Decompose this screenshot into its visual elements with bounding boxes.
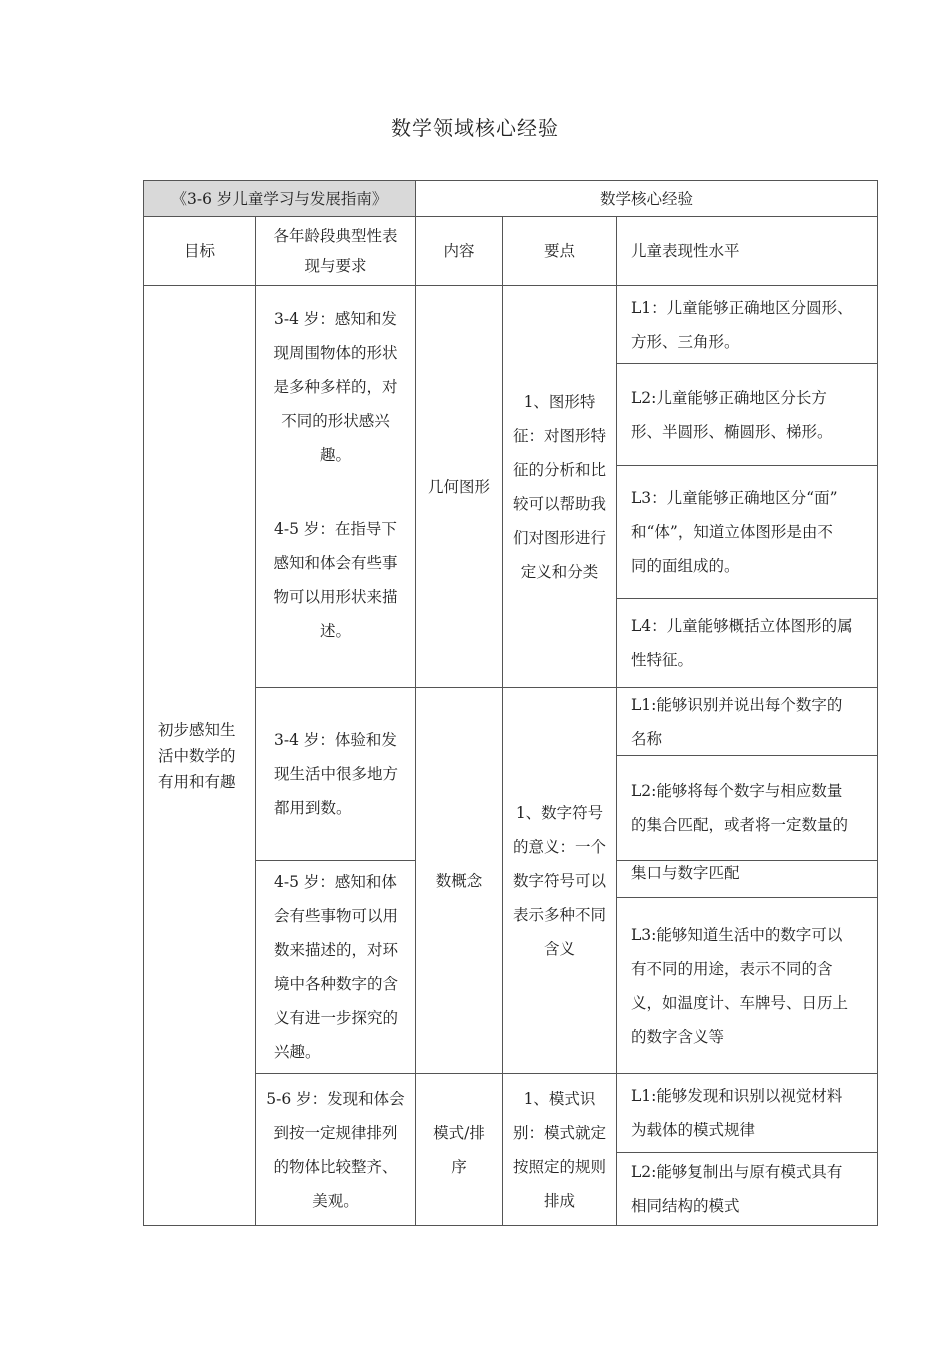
- pattern-point-cell: 1、模式识 别：模式就定 按照定的规则 排成: [512, 1089, 606, 1210]
- column-header-level: 儿童表现性水平: [631, 242, 740, 260]
- column-header-goal: 目标: [183, 242, 215, 260]
- document-title: 数学领域核心经验: [391, 116, 559, 140]
- geometry-age-cell: 3-4 岁：感知和发 现周围物体的形状 是多种多样的，对 不同的形状感兴 趣。 4-5 岁：在指导下 感知和体会有些事 物可以用形状来描 述。: [273, 310, 398, 640]
- geometry-level-l3: L3：儿童能够正确地区分“面” 和“体”，知道立体图形是由不 同的面组成的。: [631, 489, 838, 575]
- pattern-level-l2: L2:能够复制出与原有模式具有 相同结构的模式: [631, 1163, 843, 1215]
- number-level-l2: L2:能够将每个数字与相应数量 的集合匹配，或者将一定数量的: [631, 782, 849, 834]
- number-point-cell: 1、数字符号 的意义：一个 数字符号可以 表示多种不同 含义: [512, 803, 606, 958]
- pattern-age-cell: 5-6 岁：发现和体会 到按一定规律排列 的物体比较整齐、 美观。: [266, 1089, 405, 1210]
- number-age-cell-b: 4-5 岁：感知和体 会有些事物可以用 数来描述的，对环 境中各种数字的含 义有进一步探究的 兴趣。: [274, 873, 399, 1061]
- pattern-content-cell: 模式/排 序: [433, 1123, 485, 1176]
- geometry-content-cell: 几何图形: [427, 477, 490, 496]
- column-header-point: 要点: [543, 242, 575, 260]
- guide-header: 《3-6 岁儿童学习与发展指南》: [171, 189, 388, 208]
- goal-cell: 初步感知生 活中数学的 有用和有趣: [158, 720, 236, 791]
- column-header-content: 内容: [443, 242, 475, 260]
- rule-line: [877, 180, 878, 1226]
- column-header-age: 各年龄段典型性表 现与要求: [273, 227, 398, 275]
- geometry-level-l2: L2:儿童能够正确地区分长方 形、半圆形、椭圆形、梯形。: [631, 388, 833, 441]
- rule-line: [143, 1225, 878, 1226]
- number-level-l2-continued: 集口与数字匹配: [631, 864, 740, 882]
- number-content-cell: 数概念: [435, 871, 483, 890]
- number-level-l1: L1:能够识别并说出每个数字的 名称: [631, 695, 843, 748]
- number-level-l3: L3:能够知道生活中的数字可以 有不同的用途，表示不同的含 义，如温度计、车牌号、日历上 的数字含义等: [631, 925, 849, 1046]
- geometry-level-l1: L1：儿童能够正确地区分圆形、 方形、三角形。: [631, 298, 853, 351]
- number-age-cell-a: 3-4 岁：体验和发 现生活中很多地方 都用到数。: [274, 731, 399, 817]
- pattern-level-l1: L1:能够发现和识别以视觉材料 为载体的模式规律: [631, 1087, 843, 1139]
- core-experience-header: 数学核心经验: [599, 189, 693, 208]
- geometry-level-l4: L4：儿童能够概括立体图形的属 性特征。: [631, 617, 853, 669]
- geometry-point-cell: 1、图形特 征：对图形特 征的分析和比 较可以帮助我 们对图形进行 定义和分类: [512, 392, 606, 581]
